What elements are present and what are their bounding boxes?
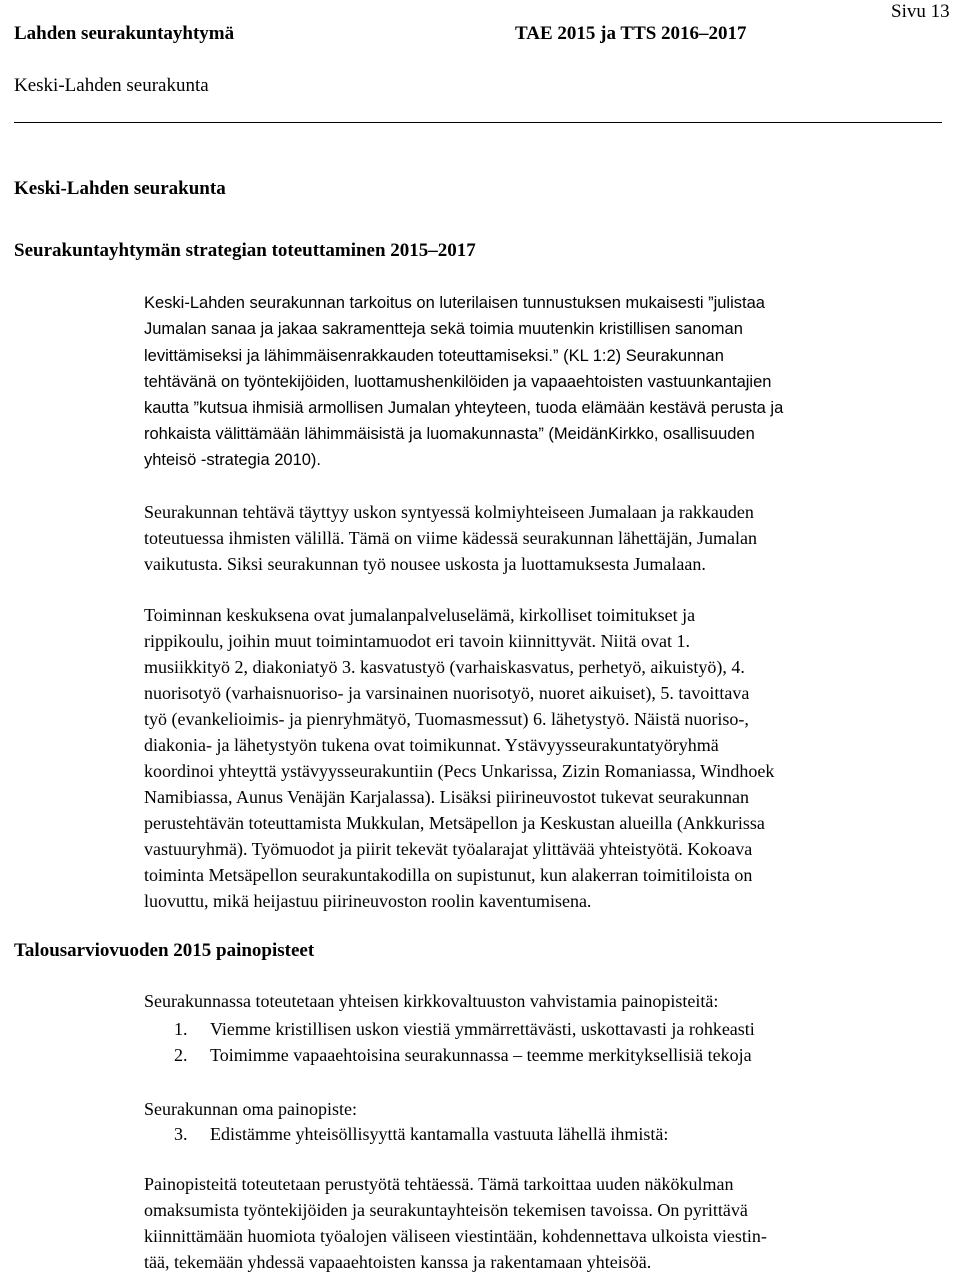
focus-heading: Talousarviovuoden 2015 painopisteet <box>14 940 315 961</box>
mission-paragraph <box>144 290 783 473</box>
list-text: Edistämme yhteisöllisyyttä kantamalla vastuuta lähellä ihmistä: <box>210 1124 669 1144</box>
own-focus-intro <box>144 1096 357 1122</box>
list-number: 3. <box>174 1124 188 1144</box>
paragraph-line: työ (evankelioimis- ja pienryhmätyö, Tuomasmessut) 6. lähetystyö. Näistä nuoriso-, <box>144 709 749 729</box>
paragraph-line: toiminta Metsäpellon seurakuntakodilla on supistunut, kun alakerran toimitiloista on <box>144 865 753 885</box>
paragraph-line: tehtävänä on työntekijöiden, luottamushenkilöiden ja vapaaehtoisten vastuunkantajien <box>144 373 772 391</box>
paragraph-line: luovuttu, mikä heijastuu piirineuvoston roolin kaventumisena. <box>144 891 592 911</box>
list-text: Viemme kristillisen uskon viestiä ymmärrettävästi, uskottavasti ja rohkeasti <box>210 1019 755 1039</box>
paragraph-line: Namibiassa, Aunus Venäjän Karjalassa). Lisäksi piirineuvostot tukevat seurakunnan <box>144 787 750 807</box>
header-divider <box>14 122 942 123</box>
paragraph-line: nuorisotyö (varhaisnuoriso- ja varsinainen nuorisotyö, nuoret aikuiset), 5. tavoittava <box>144 683 750 703</box>
paragraph-line: vaikutusta. Siksi seurakunnan työ nousee uskosta ja luottamuksesta Jumalaan. <box>144 554 706 574</box>
paragraph-line: yhteisö -strategia 2010). <box>144 451 322 469</box>
paragraph-line: rohkaista välittämään lähimmäisistä ja luomakunnasta” (MeidänKirkko, osallisuuden <box>144 425 755 443</box>
list-number: 2. <box>174 1045 188 1065</box>
paragraph-line: musiikkityö 2, diakoniatyö 3. kasvatustyö (varhaiskasvatus, perhetyö, aikuistyö), 4. <box>144 657 745 677</box>
paragraph-line: koordinoi yhteyttä ystävyysseurakuntiin (Pecs Unkarissa, Zizin Romaniassa, Windhoek <box>144 761 775 781</box>
paragraph-line: omaksumista työntekijöiden ja seurakuntayhteisön tekemisen tavoissa. On pyrittävä <box>144 1200 748 1220</box>
paragraph-line: rippikoulu, joihin muut toimintamuodot eri tavoin kiinnittyvät. Niitä ovat 1. <box>144 631 690 651</box>
paragraph-line: diakonia- ja lähetystyön tukena ovat toimikunnat. Ystävyysseurakuntatyöryhmä <box>144 735 719 755</box>
header-subtitle: Keski-Lahden seurakunta <box>14 75 209 96</box>
section-title: Keski-Lahden seurakunta <box>14 178 226 199</box>
page-number: Sivu 13 <box>891 1 950 22</box>
paragraph-line: levittämiseksi ja lähimmäisenrakkauden toteuttamiseksi.” (KL 1:2) Seurakunnan <box>144 347 724 365</box>
list-text: Toimimme vapaaehtoisina seurakunnassa – teemme merkityksellisiä tekoja <box>210 1045 752 1065</box>
paragraph-line: Keski-Lahden seurakunnan tarkoitus on luterilaisen tunnustuksen mukaisesti ”julistaa <box>144 294 765 312</box>
paragraph-line: Jumalan sanaa ja jakaa sakramentteja sekä toimia muutenkin kristillisen sanoman <box>144 320 743 338</box>
header-document-title: TAE 2015 ja TTS 2016–2017 <box>515 23 747 44</box>
own-focus-intro-text: Seurakunnan oma painopiste: <box>144 1099 357 1119</box>
strategy-heading: Seurakuntayhtymän strategian toteuttaminen 2015–2017 <box>14 240 476 261</box>
paragraph-line: Toiminnan keskuksena ovat jumalanpalveluselämä, kirkolliset toimitukset ja <box>144 605 696 625</box>
implementation-paragraph <box>144 1171 767 1275</box>
paragraph-line: Seurakunnan tehtävä täyttyy uskon syntyessä kolmiyhteiseen Jumalaan ja rakkauden <box>144 502 754 522</box>
list-number: 1. <box>174 1019 188 1039</box>
focus-intro-text: Seurakunnassa toteutetaan yhteisen kirkkovaltuuston vahvistamia painopisteitä: <box>144 991 719 1011</box>
paragraph-line: toteutuessa ihmisten välillä. Tämä on viime kädessä seurakunnan lähettäjän, Jumalan <box>144 528 757 548</box>
focus-intro <box>144 988 718 1014</box>
activities-paragraph <box>144 602 774 914</box>
paragraph-line: kiinnittämään huomiota työalojen väliseen viestintään, kohdennettava ulkoista viestin- <box>144 1226 767 1246</box>
paragraph-line: Painopisteitä toteutetaan perustyötä tehtäessä. Tämä tarkoittaa uuden näkökulman <box>144 1174 734 1194</box>
paragraph-line: tää, tekemään yhdessä vapaaehtoisten kanssa ja rakentamaan yhteisöä. <box>144 1252 652 1272</box>
task-paragraph <box>144 499 757 577</box>
paragraph-line: vastuuryhmä). Työmuodot ja piirit tekevät työalarajat ylittävää yhteistyötä. Kokoava <box>144 839 753 859</box>
paragraph-line: kautta ”kutsua ihmisiä armollisen Jumalan yhteyteen, tuoda elämään kestävä perusta ja <box>144 399 784 417</box>
paragraph-line: perustehtävän toteuttamista Mukkulan, Metsäpellon ja Keskustan alueilla (Ankkurissa <box>144 813 765 833</box>
header-organization: Lahden seurakuntayhtymä <box>14 23 235 44</box>
